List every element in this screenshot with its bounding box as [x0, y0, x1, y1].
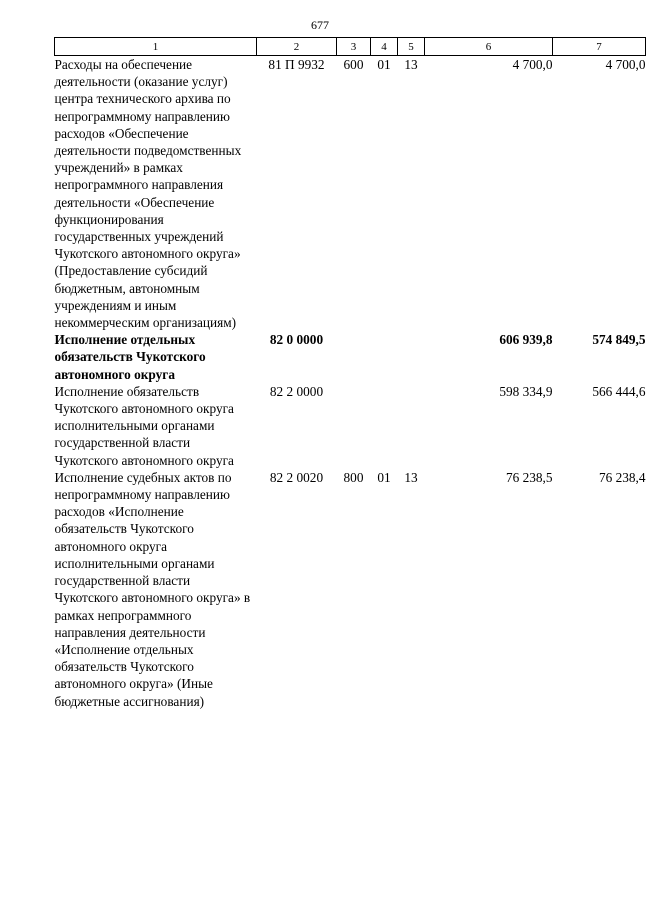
- row-name: Расходы на обеспечение деятельности (оказание услуг) центра технического архива по непрограммному направлению расходов «Обеспечение деятельности подведомственных учреждений» в рамках непрограммного направления деятельности «Обеспечение функционирования государственных учреждений Чукотского автономного округа» (Предоставление субсидий бюджетным, автономным учреждениям и иным некоммерческим организациям): [54, 57, 242, 331]
- column-number-header-row: [55, 38, 646, 56]
- row-code: 82 2 0020: [269, 469, 324, 485]
- row-expense-type: [337, 383, 371, 469]
- table-row: [55, 56, 646, 332]
- column-header-5: 5: [398, 38, 425, 56]
- row-code: 82 0 0000: [269, 332, 324, 348]
- row-amount-1: 76 238,5: [505, 469, 553, 485]
- row-section: [371, 331, 398, 383]
- budget-table: [54, 37, 646, 710]
- row-expense-type: 600: [343, 57, 364, 72]
- table-row: [55, 469, 646, 710]
- column-header-6: 6: [425, 38, 553, 56]
- row-subsection: [398, 383, 425, 469]
- row-expense-type: 800: [343, 469, 364, 485]
- row-subsection: [398, 331, 425, 383]
- row-code: 81 П 9932: [268, 57, 325, 72]
- row-amount-2: 4 700,0: [605, 57, 646, 72]
- column-header-2: 2: [257, 38, 337, 56]
- row-section: [371, 383, 398, 469]
- table-row: [55, 383, 646, 469]
- column-header-1: 1: [55, 38, 257, 56]
- row-name: Исполнение судебных актов по непрограммному направлению расходов «Исполнение обязательств Чукотского автономного округа исполнительными органами государственной власти Чукотского автономного округа» в рамках непрограммного направления деятельности «Исполнение отдельных обязательств Чукотского автономного округа» (Иные бюджетные ассигнования): [54, 469, 251, 709]
- row-expense-type: [337, 331, 371, 383]
- row-subsection: 13: [404, 469, 418, 485]
- row-section: 01: [377, 469, 391, 485]
- row-amount-1: 4 700,0: [512, 57, 553, 72]
- column-header-3: 3: [337, 38, 371, 56]
- row-amount-2: 574 849,5: [592, 332, 646, 348]
- column-header-4: 4: [371, 38, 398, 56]
- row-name: Исполнение отдельных обязательств Чукотского автономного округа: [54, 332, 206, 382]
- row-amount-1: 606 939,8: [499, 332, 553, 348]
- page-number: 677: [311, 18, 329, 32]
- row-name: Исполнение обязательств Чукотского автономного округа исполнительными органами государственной власти Чукотского автономного округа: [54, 383, 234, 468]
- column-header-7: 7: [553, 38, 646, 56]
- row-subsection: 13: [404, 57, 418, 72]
- row-section: 01: [377, 57, 391, 72]
- row-amount-2: 566 444,6: [592, 383, 646, 399]
- table-row: [55, 331, 646, 383]
- row-amount-2: 76 238,4: [598, 469, 646, 485]
- row-amount-1: 598 334,9: [499, 383, 553, 399]
- row-code: 82 2 0000: [269, 383, 324, 399]
